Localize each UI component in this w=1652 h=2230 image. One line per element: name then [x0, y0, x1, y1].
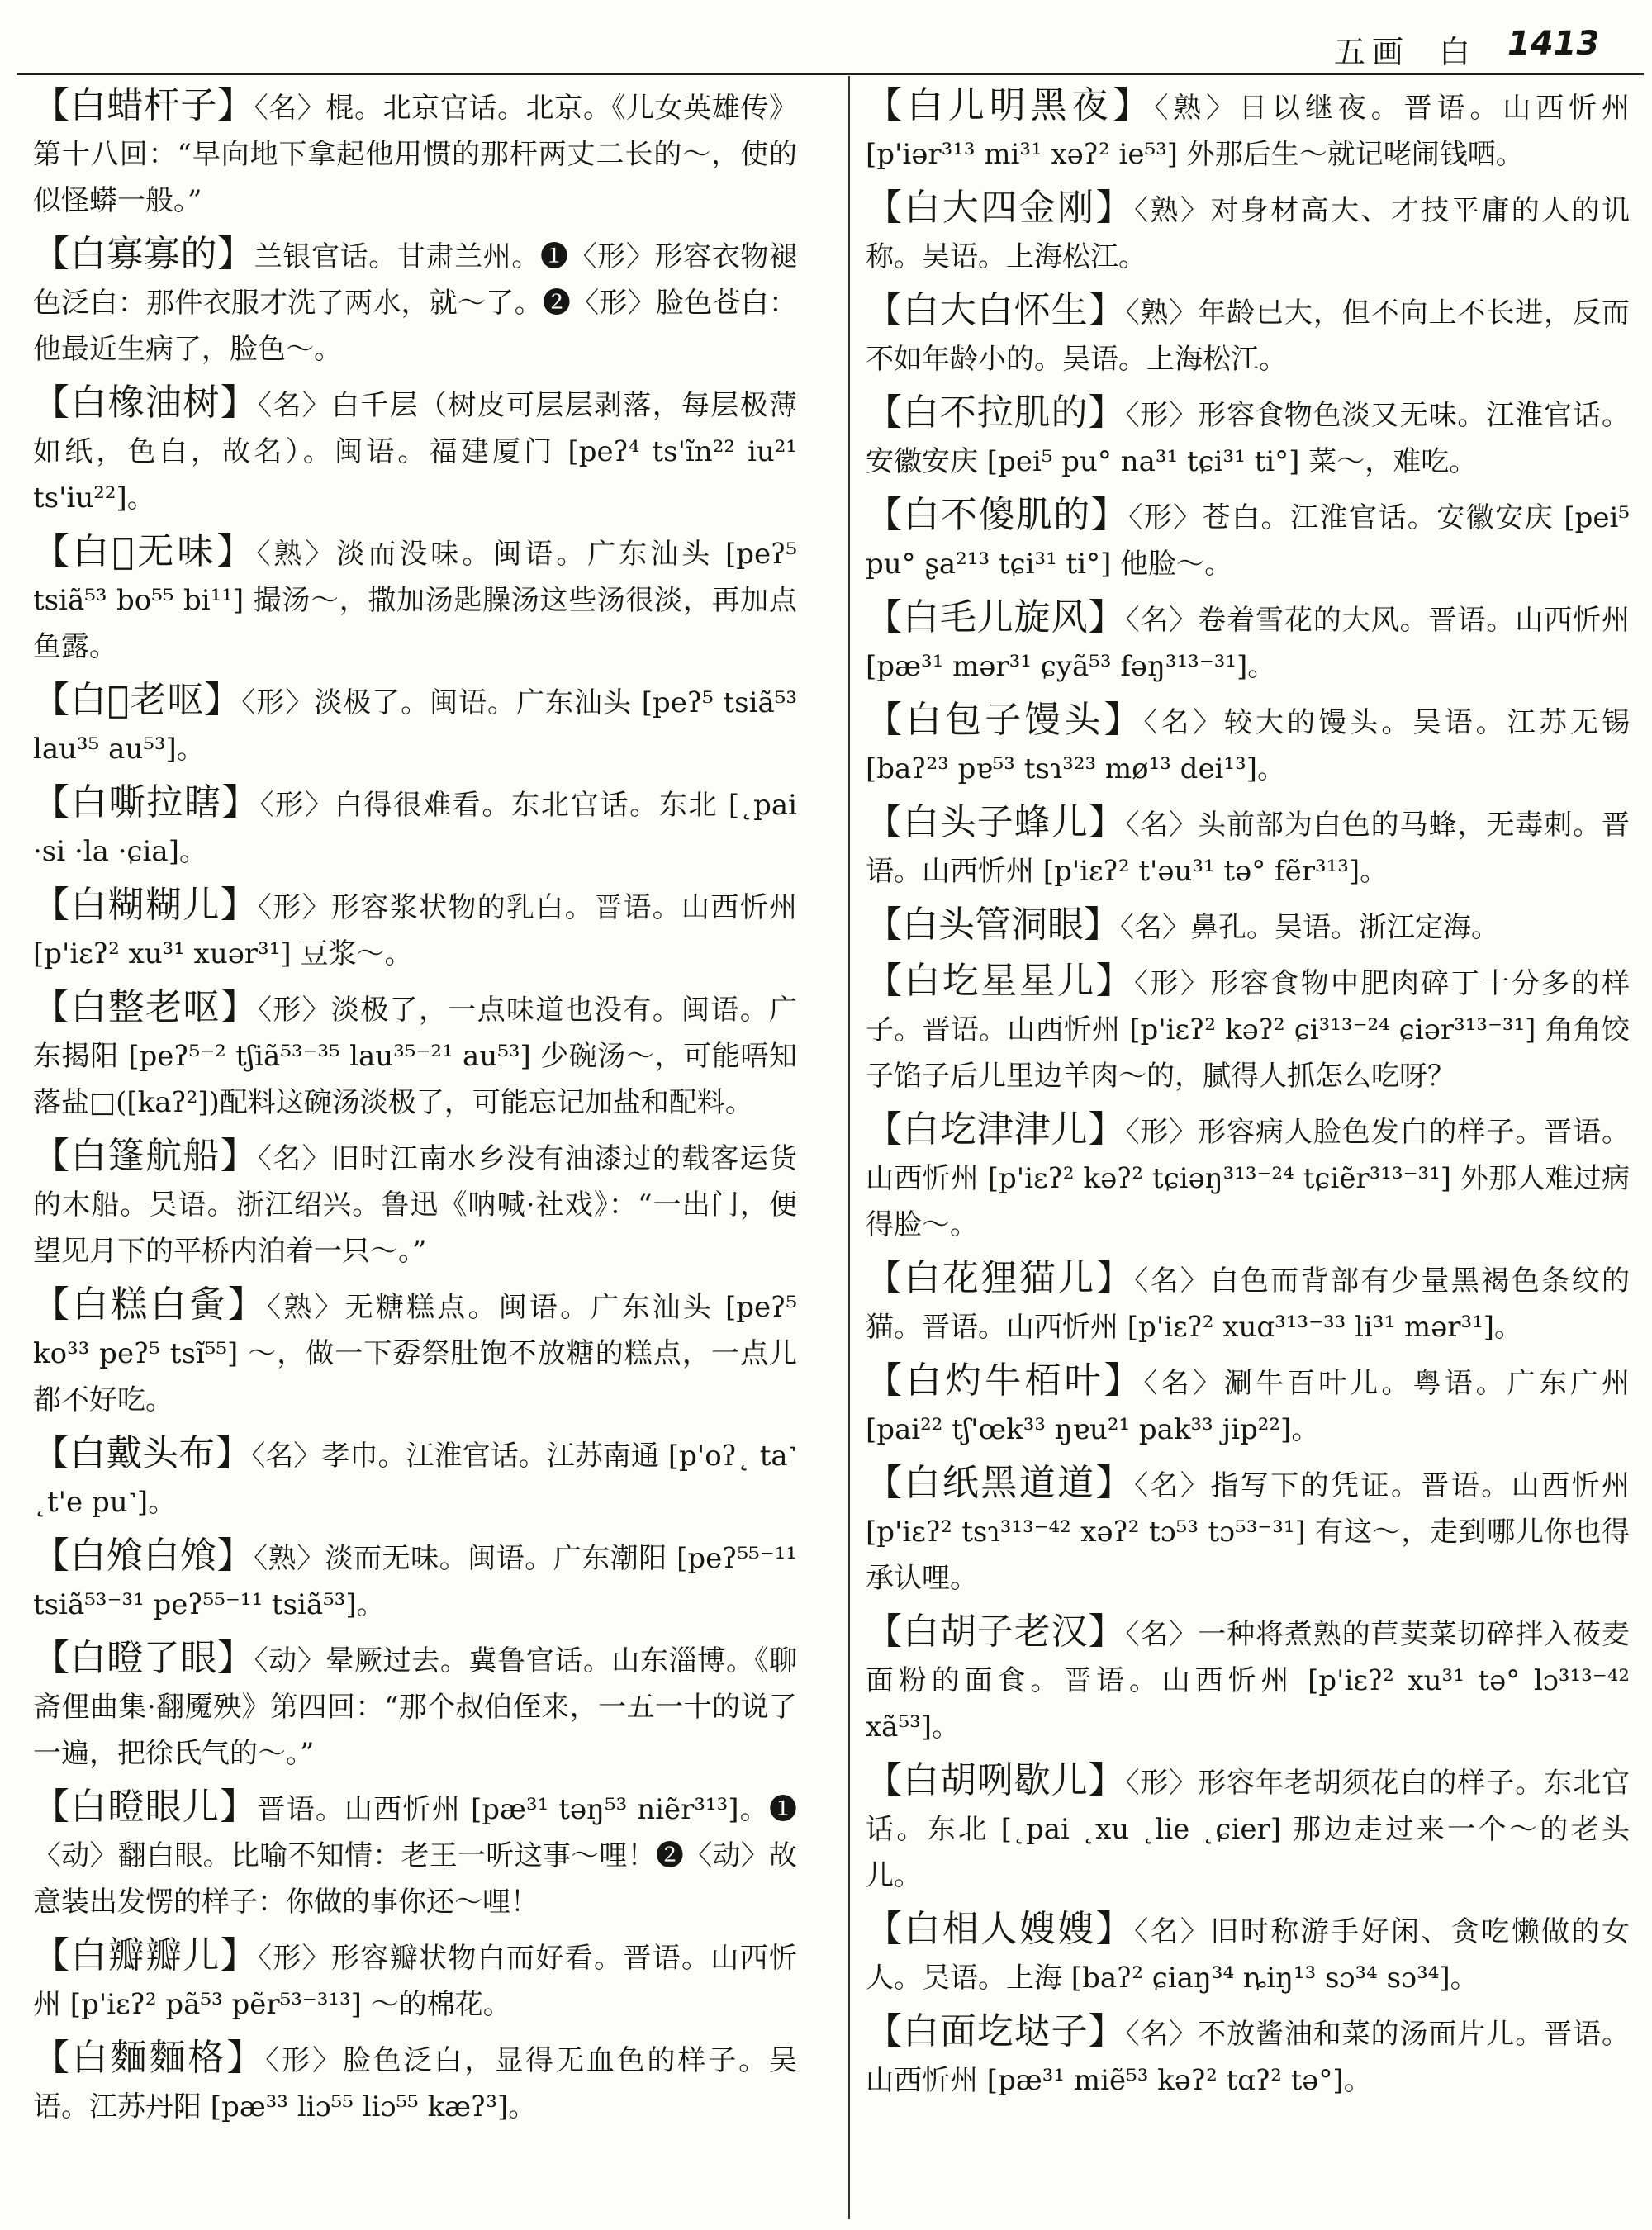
headword-bracket-close: 】 [1104, 699, 1144, 741]
headword-bracket-close: 】 [1088, 1611, 1126, 1653]
headword-bracket-open: 【 [33, 1432, 70, 1474]
entry-definition: 〈动〉晕厥过去。冀鲁官话。山东淄博。《聊斋俚曲集·翻魇殃》第四回：“那个叔伯侄来，一五一十的说了一遍，把徐氏气的～。” [33, 1644, 798, 1770]
headword-bracket-close: 】 [1084, 904, 1120, 946]
entry-headword: 白大白怀生 [902, 289, 1089, 331]
radical-char: 白 [1439, 34, 1471, 70]
entry-headword: 白包子馒头 [905, 699, 1104, 741]
dictionary-entry [33, 380, 797, 521]
entry-headword: 白花狸猫儿 [904, 1257, 1096, 1299]
entry-definition: 〈形〉形容食物中肥肉碎丁十分多的样子。晋语。山西忻州 [p'iɛʔ² kəʔ² ɕi³¹³⁻²⁴ ɕiər³¹³⁻³¹] 角角饺子馅子后儿里边羊肉～的，腻得人抓怎么吃呀？ [866, 967, 1631, 1093]
entry-headword: 白整老呕 [70, 986, 221, 1028]
headword-bracket-open: 【 [866, 1257, 904, 1299]
dictionary-entry [866, 697, 1630, 792]
dictionary-entry [866, 902, 1630, 951]
entry-headword: 白纸黑道道 [904, 1462, 1096, 1504]
headword-bracket-close: 】 [1090, 494, 1129, 536]
headword-bracket-open: 【 [866, 187, 904, 229]
headword-bracket-close: 】 [220, 1786, 258, 1828]
entry-definition: 〈熟〉对身材高大、才技平庸的人的讥称。吴语。上海松江。 [866, 194, 1631, 273]
headword-bracket-close: 】 [1088, 1108, 1126, 1151]
headword-bracket-open: 【 [33, 1283, 73, 1326]
entry-definition: 〈形〉形容年老胡须花白的样子。东北官话。东北 [˛pai ˛xu ˛lie ˛ɕier] 那边走过来一个～的老头儿。 [866, 1767, 1631, 1892]
headword-bracket-close: 】 [1088, 596, 1126, 638]
dictionary-entry [866, 83, 1630, 178]
entry-definition: 〈形〉淡极了。闽语。广东汕头 [peʔ⁵ tsiã⁵³ lau³⁵ au⁵³]。 [33, 686, 798, 766]
dictionary-entry [866, 2009, 1630, 2104]
headword-bracket-open: 【 [33, 84, 70, 126]
dictionary-entry [866, 492, 1630, 587]
headword-bracket-close: 】 [217, 233, 254, 275]
headword-bracket-close: 】 [1095, 960, 1135, 1002]
dictionary-entry [866, 1609, 1630, 1750]
entry-definition: 〈名〉一种将煮熟的苣荬菜切碎拌入莜麦面粉的面食。晋语。山西忻州 [p'iɛʔ² xu³¹ tə° lɔ³¹³⁻⁴² xã⁵³]。 [866, 1618, 1631, 1744]
entry-definition: 〈名〉旧时江南水乡没有油漆过的载客运货的木船。吴语。浙江绍兴。鲁迅《呐喊·社戏》：“一出门，便望见月下的平桥内泊着一只～。” [33, 1142, 798, 1268]
dictionary-entry [33, 985, 797, 1126]
headword-bracket-close: 】 [1113, 84, 1155, 126]
dictionary-entry [866, 1255, 1630, 1350]
entry-definition: 〈形〉脸色泛白，显得无血色的样子。吴语。江苏丹阳 [pæ³³ liɔ⁵⁵ liɔ⁵⁵ kæʔ³]。 [33, 2044, 798, 2123]
headword-bracket-open: 【 [866, 699, 906, 741]
entry-headword: 白𪶶无味 [73, 530, 217, 572]
section-label: 五画 [1334, 34, 1411, 70]
dictionary-entry [866, 958, 1630, 1099]
headword-bracket-open: 【 [33, 1135, 71, 1177]
headword-bracket-close: 】 [227, 1283, 268, 1326]
headword-bracket-close: 】 [1088, 391, 1126, 434]
entry-headword: 白圪星星儿 [904, 960, 1096, 1002]
dictionary-entry [866, 1906, 1630, 2001]
entry-headword: 白糊糊儿 [70, 884, 221, 926]
entry-headword: 白戴头布 [69, 1432, 216, 1474]
entry-definition: 〈形〉形容瓣状物白而好看。晋语。山西忻州 [p'iɛʔ² pã⁵³ pẽr⁵³⁻³¹³] ～的棉花。 [33, 1942, 798, 2021]
entry-headword: 白大四金刚 [904, 187, 1096, 229]
left-column [33, 83, 797, 2137]
entry-headword: 白𪶶老呕 [69, 679, 205, 721]
headword-bracket-open: 【 [33, 233, 70, 275]
headword-bracket-close: 】 [221, 781, 260, 823]
headword-bracket-open: 【 [866, 391, 903, 434]
entry-definition: 〈名〉指写下的凭证。晋语。山西忻州 [p'iɛʔ² tsɿ³¹³⁻⁴² xəʔ² tɔ⁵³ tɔ⁵³⁻³¹] 有这～，走到哪儿你也得承认哩。 [866, 1469, 1631, 1595]
dictionary-entry [33, 529, 797, 670]
entry-definition: 〈熟〉淡而没味。闽语。广东汕头 [peʔ⁵ tsiã⁵³ bo⁵⁵ bi¹¹] 撮汤～，撒加汤匙臊汤这些汤很淡，再加点鱼露。 [33, 538, 798, 663]
headword-bracket-close: 】 [1088, 289, 1126, 331]
headword-bracket-close: 】 [1095, 1462, 1135, 1504]
header-rule [17, 73, 1644, 75]
entry-definition: 〈名〉旧时称游手好闲、贪吃懒做的女人。吴语。上海 [baʔ² ɕiaŋ³⁴ ȵiŋ¹³ sɔ³⁴ sɔ³⁴]。 [866, 1915, 1631, 1995]
headword-bracket-close: 】 [220, 1934, 259, 1976]
entry-definition: 〈名〉不放酱油和菜的汤面片儿。晋语。山西忻州 [pæ³¹ miẽ⁵³ kəʔ² tɑʔ² tə°]。 [866, 2018, 1631, 2097]
entry-definition: 〈形〉形容病人脸色发白的样子。晋语。山西忻州 [p'iɛʔ² kəʔ² tɕiəŋ³¹³⁻²⁴ tɕiẽr³¹³⁻³¹] 外那人难过病得脸～。 [866, 1116, 1631, 1241]
headword-bracket-close: 】 [220, 884, 259, 926]
entry-headword: 白嘶拉瞎 [70, 781, 222, 823]
headword-bracket-open: 【 [866, 84, 907, 126]
entry-headword: 白橡油树 [70, 382, 221, 424]
headword-bracket-close: 】 [1088, 801, 1126, 843]
entry-definition: 〈形〉形容食物色淡又无味。江淮官话。安徽安庆 [pei⁵ pu° na³¹ tɕi³¹ ti°] 菜～，难吃。 [866, 399, 1631, 478]
dictionary-entry [866, 595, 1630, 690]
headword-bracket-open: 【 [866, 2010, 903, 2052]
page-header [0, 15, 1652, 74]
entry-headword: 白相人嫂嫂 [904, 1908, 1096, 1950]
entry-headword: 白胡咧歇儿 [902, 1759, 1089, 1801]
entry-definition: 〈名〉棍。北京官话。北京。《儿女英雄传》第十八回：“早向地下拿起他用惯的那杆两丈二长的～，使的似怪蟒一般。” [33, 92, 798, 217]
headword-bracket-close: 】 [1088, 1759, 1126, 1801]
headword-bracket-close: 】 [216, 530, 257, 572]
entry-headword: 白瞪了眼 [69, 1637, 218, 1679]
dictionary-entry [33, 1431, 797, 1525]
entry-headword: 白头管洞眼 [902, 904, 1084, 946]
headword-bracket-open: 【 [33, 382, 71, 424]
entry-headword: 白面圪垯子 [902, 2010, 1089, 2052]
headword-bracket-close: 】 [1095, 187, 1135, 229]
headword-bracket-open: 【 [33, 2037, 72, 2079]
entry-definition: 兰银官话。甘肃兰州。❶〈形〉形容衣物褪色泛白：那件衣服才洗了两水，就～了。❷〈形〉脸色苍白：他最近生病了，脸色～。 [33, 240, 797, 366]
dictionary-entry [33, 2035, 797, 2130]
headword-bracket-open: 【 [866, 1611, 903, 1653]
column-divider [848, 76, 850, 2219]
headword-bracket-close: 】 [220, 1135, 259, 1177]
entry-definition: 〈形〉苍白。江淮官话。安徽安庆 [pei⁵ pu° ʂa²¹³ tɕi³¹ ti°] 他脸～。 [866, 501, 1631, 581]
headword-bracket-open: 【 [866, 960, 904, 1002]
entry-definition: 〈形〉白得很难看。东北官话。东北 [˛pai ·si ·la ·ɕia]。 [33, 789, 798, 868]
entry-definition: 〈名〉较大的馒头。吴语。江苏无锡 [baʔ²³ pɐ⁵³ tsɿ³²³ mø¹³ dei¹³]。 [866, 706, 1631, 785]
dictionary-entry [866, 1358, 1630, 1453]
entry-definition: 〈名〉涮牛百叶儿。粤语。广东广州 [pai²² tʃ'œk³³ ŋɐu²¹ pak³³ jip²²]。 [866, 1367, 1631, 1446]
entry-definition: 〈名〉白色而背部有少量黑褐色条纹的猫。晋语。山西忻州 [p'iɛʔ² xuɑ³¹³⁻³³ li³¹ mər³¹]。 [866, 1264, 1631, 1344]
dictionary-entry [33, 1933, 797, 2028]
headword-bracket-open: 【 [33, 1637, 70, 1679]
headword-bracket-open: 【 [866, 1759, 903, 1801]
entry-definition: 〈熟〉年龄已大，但不向上不长进，反而不如年龄小的。吴语。上海松江。 [866, 297, 1631, 376]
entry-definition: 〈名〉卷着雪花的大风。晋语。山西忻州 [pæ³¹ mər³¹ ɕyã⁵³ fəŋ³¹³⁻³¹]。 [866, 604, 1631, 683]
headword-bracket-open: 【 [866, 596, 903, 638]
dictionary-entry [866, 185, 1630, 280]
headword-bracket-open: 【 [33, 986, 71, 1028]
entry-definition: 〈形〉淡极了，一点味道也没有。闽语。广东揭阳 [peʔ⁵⁻² tʃiã⁵³⁻³⁵ lau³⁵⁻²¹ au⁵³] 少碗汤～，可能唔知落盐□([kaʔ²])配料这碗汤淡极了，可能忘记加盐和配料。 [33, 994, 798, 1119]
headword-bracket-close: 】 [1104, 1359, 1144, 1402]
entry-definition: 〈名〉鼻孔。吴语。浙江定海。 [1120, 911, 1499, 944]
headword-bracket-open: 【 [866, 1908, 904, 1950]
entry-headword: 白毛儿旋风 [902, 596, 1089, 638]
headword-bracket-close: 】 [217, 84, 254, 126]
headword-bracket-open: 【 [866, 1359, 906, 1402]
dictionary-entry [866, 799, 1630, 894]
headword-bracket-open: 【 [33, 530, 73, 572]
headword-bracket-close: 】 [216, 1535, 254, 1577]
entry-definition: 〈名〉孝巾。江淮官话。江苏南通 [p'oʔ˛ ta˺ ˛t'e pu˺]。 [33, 1440, 797, 1519]
headword-bracket-close: 】 [217, 1637, 254, 1679]
headword-bracket-open: 【 [866, 801, 903, 843]
headword-bracket-open: 【 [33, 1934, 71, 1976]
headword-bracket-close: 】 [1088, 2010, 1126, 2052]
dictionary-entry [866, 1758, 1630, 1899]
dictionary-entry [33, 1784, 797, 1925]
headword-bracket-close: 】 [204, 679, 242, 721]
entry-definition: 晋语。山西忻州 [pæ³¹ təŋ⁵³ niẽr³¹³]。❶〈动〉翻白眼。比喻不知情：老王一听这事～哩！❷〈动〉故意装出发愣的样子：你做的事你还～哩！ [33, 1793, 798, 1919]
entry-definition: 〈熟〉淡而无味。闽语。广东潮阳 [peʔ⁵⁵⁻¹¹ tsiã⁵³⁻³¹ peʔ⁵⁵⁻¹¹ tsiã⁵³]。 [33, 1542, 797, 1621]
dictionary-entry [866, 1460, 1630, 1601]
dictionary-entry [33, 231, 797, 372]
entry-definition: 〈名〉白千层（树皮可层层剥落，每层极薄如纸，色白，故名）。闽语。福建厦门 [peʔ⁴ ts'ĩn²² iu²¹ ts'iu²²]。 [33, 389, 798, 515]
entry-headword: 白头子蜂儿 [902, 801, 1089, 843]
dictionary-entry [33, 1282, 797, 1423]
dictionary-entry [866, 287, 1630, 382]
headword-bracket-close: 】 [220, 986, 259, 1028]
dictionary-entry [866, 1107, 1630, 1248]
entry-headword: 白不傻肌的 [903, 494, 1091, 536]
entry-definition: 〈熟〉日以继夜。晋语。山西忻州 [p'iər³¹³ mi³¹ xəʔ² ie⁵³] 外那后生～就记咾闹钱哂。 [866, 92, 1631, 171]
headword-bracket-close: 】 [226, 2037, 266, 2079]
dictionary-entry [866, 390, 1630, 485]
headword-bracket-open: 【 [866, 289, 903, 331]
headword-bracket-close: 】 [1095, 1257, 1135, 1299]
dictionary-entry [33, 677, 797, 772]
entry-headword: 白寡寡的 [69, 233, 218, 275]
entry-definition: 〈名〉头前部为白色的马蜂，无毒刺。晋语。山西忻州 [p'iɛʔ² t'əu³¹ tə° fẽr³¹³]。 [866, 809, 1631, 888]
headword-bracket-open: 【 [866, 1462, 904, 1504]
headword-bracket-open: 【 [33, 1535, 70, 1577]
dictionary-entry [33, 1635, 797, 1777]
entry-headword: 白瓣瓣儿 [70, 1934, 221, 1976]
headword-bracket-close: 】 [215, 1432, 252, 1474]
dictionary-entry [33, 1533, 797, 1628]
dictionary-entry [33, 1133, 797, 1274]
headword-bracket-open: 【 [33, 679, 70, 721]
headword-bracket-open: 【 [866, 1108, 903, 1151]
dictionary-entry [33, 780, 797, 875]
headword-bracket-open: 【 [866, 904, 902, 946]
headword-bracket-open: 【 [866, 494, 904, 536]
entry-definition: 〈形〉形容浆状物的乳白。晋语。山西忻州 [p'iɛʔ² xu³¹ xuər³¹] 豆浆～。 [33, 891, 798, 970]
entry-headword: 白儿明黑夜 [906, 84, 1113, 126]
entry-headword: 白篷航船 [70, 1135, 221, 1177]
headword-bracket-open: 【 [33, 781, 71, 823]
page-number: 1413 [1507, 25, 1600, 63]
right-column [866, 83, 1630, 2111]
dictionary-entry [33, 83, 797, 224]
headword-bracket-open: 【 [33, 1786, 71, 1828]
headword-bracket-close: 】 [1095, 1908, 1135, 1950]
entry-headword: 白飧白飧 [69, 1535, 217, 1577]
entry-headword: 白瞪眼儿 [70, 1786, 221, 1828]
entry-headword: 白灼牛栢叶 [905, 1359, 1104, 1402]
headword-bracket-close: 】 [220, 382, 259, 424]
entry-headword: 白圪津津儿 [902, 1108, 1089, 1151]
entry-headword: 白麵麵格 [71, 2037, 227, 2079]
entry-headword: 白胡子老汉 [902, 1611, 1089, 1653]
entry-headword: 白糕白夤 [72, 1283, 228, 1326]
entry-headword: 白蜡杆子 [69, 84, 218, 126]
entry-definition: 〈熟〉无糖糕点。闽语。广东汕头 [peʔ⁵ ko³³ peʔ⁵ tsĩ⁵⁵] ～，做一下孬祭肚饱不放糖的糕点，一点儿都不好吃。 [33, 1291, 798, 1416]
dictionary-entry [33, 882, 797, 977]
headword-bracket-open: 【 [33, 884, 71, 926]
entry-headword: 白不拉肌的 [902, 391, 1089, 434]
